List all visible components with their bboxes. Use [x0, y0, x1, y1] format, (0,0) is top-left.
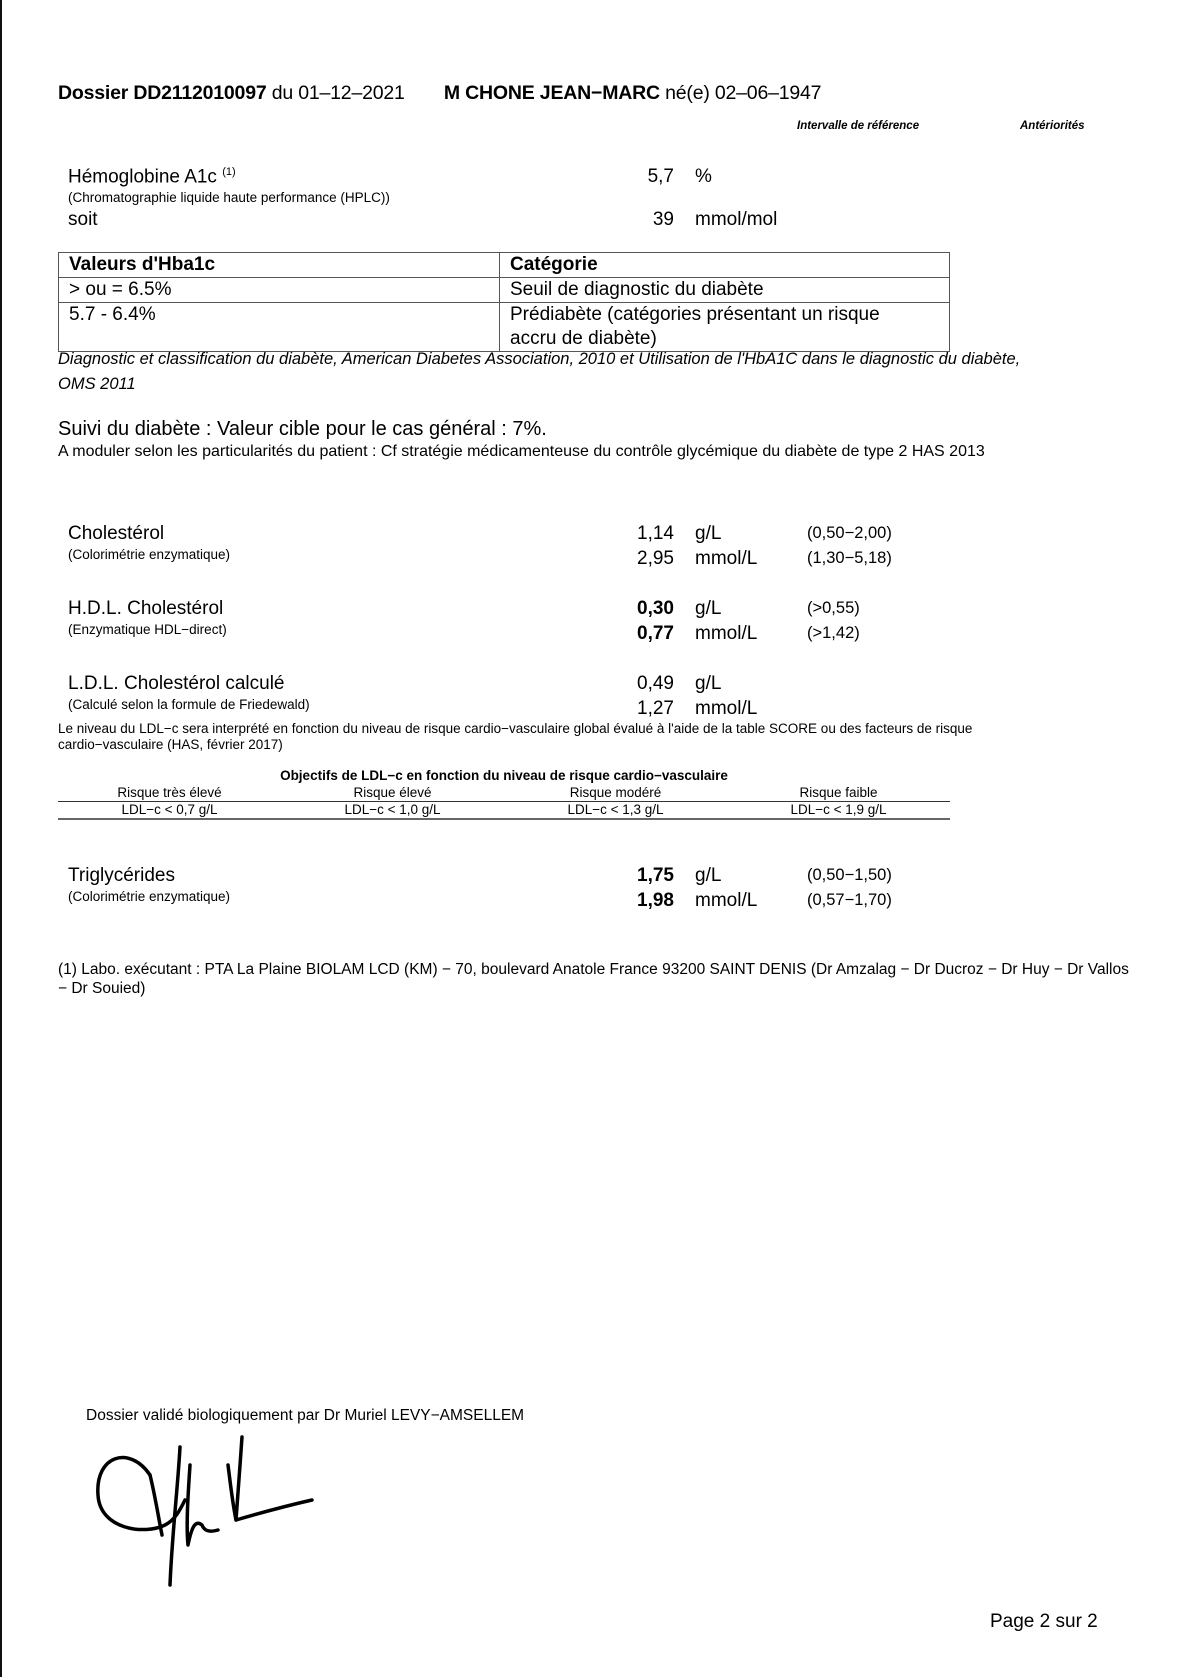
- result-value-abnormal: 1,75: [637, 865, 674, 886]
- dossier-date: du 01‒12‒2021: [271, 82, 405, 104]
- reference-range: (0,50−1,50): [807, 866, 892, 884]
- target-moderate: LDL−c < 1,3 g/L: [504, 802, 727, 820]
- risk-high: Risque élevé: [281, 785, 504, 802]
- page-left-edge: [0, 0, 2, 1677]
- patient-birthdate: né(e) 02‒06‒1947: [665, 82, 822, 104]
- reference-range: (1,30−5,18): [807, 549, 892, 567]
- result-unit: mmol/L: [695, 698, 758, 719]
- ldl-objectives-title: Objectifs de LDL−c en fonction du niveau de risque cardio−vasculaire: [280, 768, 728, 783]
- result-value-abnormal: 0,77: [637, 623, 674, 644]
- result-unit: g/L: [695, 523, 722, 544]
- result-value: 0,49: [637, 673, 674, 694]
- result-unit: mmol/L: [695, 623, 758, 644]
- table-header-row: [59, 253, 950, 278]
- ldl-objectives-table: [58, 785, 950, 820]
- result-value-abnormal: 1,98: [637, 890, 674, 911]
- test-method-hdl: (Enzymatique HDL−direct): [68, 622, 227, 637]
- ldl-interpretation-note: Le niveau du LDL−c sera interprété en fonction du niveau de risque cardio−vasculaire global évalué à l'aide de la table SCORE ou des facteurs de risque: [58, 721, 973, 736]
- ldl-target-row: [58, 802, 950, 820]
- result-unit: mmol/L: [695, 548, 758, 569]
- result-unit-mmol-mol: mmol/mol: [695, 209, 778, 230]
- test-name-hdl: H.D.L. Cholestérol: [68, 598, 224, 619]
- ldl-interpretation-note-cont: cardio−vasculaire (HAS, février 2017): [58, 737, 283, 752]
- diabetes-followup-title: Suivi du diabète : Valeur cible pour le cas général : 7%.: [58, 418, 547, 440]
- test-name-ldl: L.D.L. Cholestérol calculé: [68, 673, 285, 694]
- result-value-abnormal: 0,30: [637, 598, 674, 619]
- target-low: LDL−c < 1,9 g/L: [727, 802, 950, 820]
- hba1c-source-note: Diagnostic et classification du diabète, American Diabetes Association, 2010 et Utilisation de l'HbA1C dans le diagnostic du diabète,: [58, 350, 1021, 368]
- document-header: [58, 82, 821, 105]
- result-value-hba1c-percent: 5,7: [647, 166, 674, 187]
- result-unit: mmol/L: [695, 890, 758, 911]
- test-method-hba1c: (Chromatographie liquide haute performance (HPLC)): [68, 190, 390, 205]
- hba1c-category-table: [58, 252, 950, 352]
- result-value: 1,14: [637, 523, 674, 544]
- test-method-ldl: (Calculé selon la formule de Friedewald): [68, 697, 310, 712]
- hba1c-source-note-cont: OMS 2011: [58, 375, 136, 393]
- patient-name: M CHONE JEAN−MARC: [443, 82, 660, 104]
- signature-image: [90, 1425, 320, 1595]
- target-very-high: LDL−c < 0,7 g/L: [58, 802, 281, 820]
- footnote-ref: (1): [222, 166, 236, 178]
- validation-statement: Dossier validé biologiquement par Dr Muriel LEVY−AMSELLEM: [86, 1407, 525, 1424]
- cell-value-range: > ou = 6.5%: [59, 278, 500, 303]
- column-header-reference: Intervalle de référence: [797, 120, 920, 132]
- reference-range: (0,50−2,00): [807, 524, 892, 542]
- target-high: LDL−c < 1,0 g/L: [281, 802, 504, 820]
- test-method-triglycerides: (Colorimétrie enzymatique): [68, 889, 231, 904]
- test-method-cholesterol: (Colorimétrie enzymatique): [68, 547, 231, 562]
- result-value: 2,95: [637, 548, 674, 569]
- lab-footnote: (1) Labo. exécutant : PTA La Plaine BIOLAM LCD (KM) − 70, boulevard Anatole France 93200 SAINT DENIS (Dr Amzalag − Dr Ducroz − Dr Huy − Dr Vallos − Dr Souied): [58, 961, 1129, 997]
- dossier-number: Dossier DD2112010097: [58, 82, 267, 104]
- column-header-history: Antériorités: [1020, 120, 1085, 132]
- table-row: [59, 278, 950, 303]
- diabetes-followup-text: A moduler selon les particularités du patient : Cf stratégie médicamenteuse du contrôle glycémique du diabète de type 2 HAS 2013: [58, 443, 985, 460]
- test-name-cholesterol: Cholestérol: [68, 523, 165, 544]
- risk-moderate: Risque modéré: [504, 785, 727, 802]
- risk-low: Risque faible: [727, 785, 950, 802]
- reference-range: (>0,55): [807, 599, 860, 617]
- test-name-hba1c: Hémoglobine A1c $^{(1)}$: [68, 166, 236, 188]
- reference-range: (>1,42): [807, 624, 860, 642]
- result-unit: g/L: [695, 598, 722, 619]
- cell-category: Seuil de diagnostic du diabète: [500, 278, 950, 303]
- header-category: Catégorie: [500, 253, 950, 278]
- cell-category: Prédiabète (catégories présentant un risque accru de diabète): [500, 303, 950, 352]
- header-hba1c-values: Valeurs d'Hba1c: [59, 253, 500, 278]
- cell-value-range: 5.7 - 6.4%: [59, 303, 500, 352]
- result-unit: g/L: [695, 865, 722, 886]
- result-unit-percent: %: [695, 166, 712, 187]
- page-number: Page 2 sur 2: [990, 1611, 1098, 1632]
- result-value: 1,27: [637, 698, 674, 719]
- soit-label: soit: [68, 209, 98, 230]
- risk-level-row: [58, 785, 950, 802]
- result-value-hba1c-mmol: 39: [652, 209, 674, 230]
- test-name-triglycerides: Triglycérides: [68, 865, 175, 886]
- risk-very-high: Risque très élevé: [58, 785, 281, 802]
- table-row: [59, 303, 950, 352]
- reference-range: (0,57−1,70): [807, 891, 892, 909]
- result-unit: g/L: [695, 673, 722, 694]
